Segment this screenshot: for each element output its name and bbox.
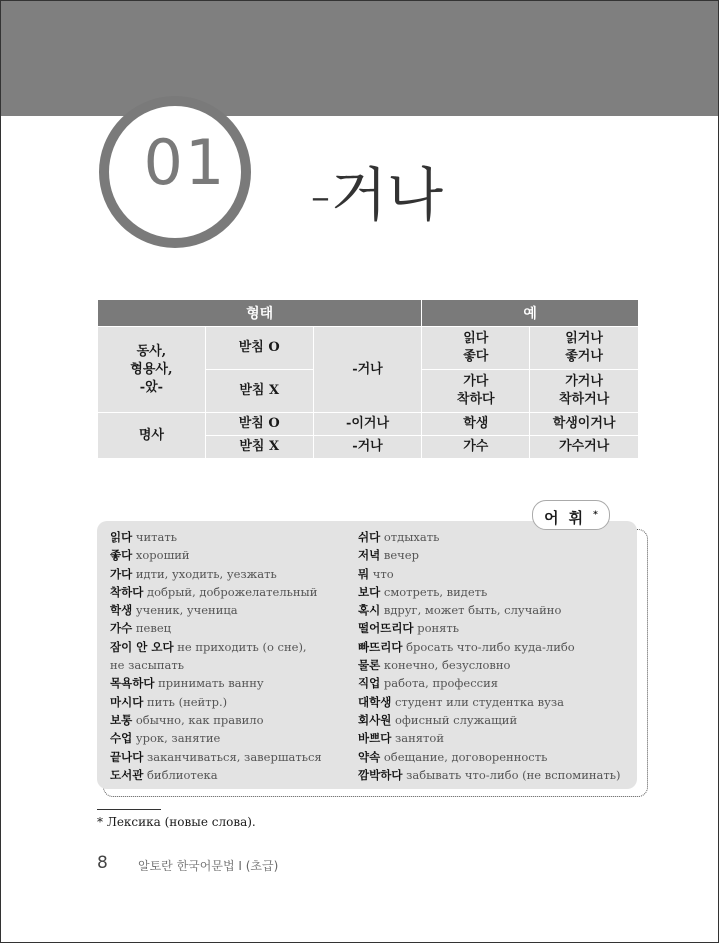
example-result: 학생이거나 xyxy=(530,413,639,436)
vocab-entry xyxy=(110,729,350,747)
vocab-entry xyxy=(110,766,350,784)
vocab-tab-mark: * xyxy=(593,510,598,520)
vocab-word: 떨어뜨리다 xyxy=(358,621,414,636)
vocab-entry xyxy=(358,619,638,637)
vocab-entry xyxy=(358,729,638,747)
vocab-entry xyxy=(358,601,638,619)
vocab-word: 끝나다 xyxy=(110,749,144,764)
vocab-meaning: работа, профессия xyxy=(383,676,499,691)
verb-ending: -거나 xyxy=(313,327,422,413)
vocab-entry xyxy=(110,674,350,692)
vocab-meaning: бросать что-либо куда-либо xyxy=(406,639,575,654)
vocab-word: 물론 xyxy=(358,658,381,673)
vocab-entry xyxy=(358,565,638,583)
chapter-title: -거나 xyxy=(310,161,443,229)
header-example: 예 xyxy=(422,300,639,327)
vocab-meaning: занятой xyxy=(394,731,444,746)
vocab-word: 바쁘다 xyxy=(358,731,392,746)
vocab-meaning: урок, занятие xyxy=(135,731,221,746)
noun-label: 명사 xyxy=(98,413,206,459)
vocab-meaning: идти, уходить, уезжать xyxy=(135,566,277,581)
vocab-meaning: библиотека xyxy=(146,767,218,782)
header-form: 형태 xyxy=(98,300,422,327)
example-base: 가수 xyxy=(422,436,530,459)
vocab-meaning: обещание, договоренность xyxy=(383,749,548,764)
vocab-tab-label: 어휘 xyxy=(544,509,594,527)
vocab-entry xyxy=(110,546,350,564)
example-base: 읽다 좋다 xyxy=(422,327,530,370)
vocab-entry xyxy=(358,528,638,546)
page-number: 8 xyxy=(97,853,108,873)
footnote-rule xyxy=(97,809,161,810)
vocab-meaning: обычно, как правило xyxy=(135,712,264,727)
vocab-word: 수업 xyxy=(110,731,133,746)
vocab-word: 약속 xyxy=(358,749,381,764)
vocab-meaning: студент или студентка вуза xyxy=(394,694,564,709)
vocab-meaning: принимать ванну xyxy=(158,676,264,691)
final-consonant-yes: 받침 O xyxy=(205,413,313,436)
vocab-entry xyxy=(358,748,638,766)
vocab-word: 대학생 xyxy=(358,694,392,709)
vocab-word: 보다 xyxy=(358,584,381,599)
vocab-entry xyxy=(358,693,638,711)
vocab-word: 혹시 xyxy=(358,603,381,618)
vocab-word: 목욕하다 xyxy=(110,676,155,691)
vocab-meaning: не приходить (о сне), не засыпать xyxy=(110,639,307,673)
vocab-entry xyxy=(110,583,350,601)
vocab-meaning: заканчиваться, завершаться xyxy=(146,749,322,764)
vocab-entry xyxy=(110,528,350,546)
vocab-entry xyxy=(358,583,638,601)
example-base: 학생 xyxy=(422,413,530,436)
vocab-entry xyxy=(110,711,350,729)
vocab-meaning: смотреть, видеть xyxy=(383,584,488,599)
vocab-column-left xyxy=(110,528,350,784)
vocab-meaning: читать xyxy=(135,530,177,544)
vocab-word: 저녁 xyxy=(358,548,381,563)
vocab-entry xyxy=(358,656,638,674)
vocab-entry xyxy=(358,546,638,564)
vocab-word: 뭐 xyxy=(358,566,370,581)
vocab-word: 학생 xyxy=(110,603,133,618)
vocab-meaning: добрый, доброжелательный xyxy=(146,584,318,599)
vocab-word: 깜박하다 xyxy=(358,767,403,782)
vocab-meaning: вечер xyxy=(383,548,419,563)
vocab-entry xyxy=(358,766,638,784)
vocab-meaning: пить (нейтр.) xyxy=(146,694,228,709)
vocab-tab xyxy=(532,500,610,530)
header-band xyxy=(1,1,718,116)
vocab-word: 직업 xyxy=(358,676,381,691)
vocab-meaning: конечно, безусловно xyxy=(383,658,511,673)
vocab-word: 쉬다 xyxy=(358,530,381,544)
vocab-word: 빠뜨리다 xyxy=(358,639,403,654)
example-base: 가다 착하다 xyxy=(422,370,530,413)
vocab-word: 보통 xyxy=(110,712,133,727)
vocab-entry xyxy=(358,638,638,656)
grammar-table xyxy=(97,299,639,459)
vocab-word: 도서관 xyxy=(110,767,144,782)
vocab-meaning: забывать что-либо (не вспоминать) xyxy=(406,767,621,782)
vocab-meaning: хороший xyxy=(135,548,190,563)
final-consonant-no: 받침 X xyxy=(205,370,313,413)
example-result: 가거나 착하거나 xyxy=(530,370,639,413)
vocab-entry xyxy=(110,619,350,637)
vocab-word: 착하다 xyxy=(110,584,144,599)
final-consonant-yes: 받침 O xyxy=(205,327,313,370)
chapter-number: 01 xyxy=(143,126,227,199)
vocab-meaning: певец xyxy=(135,621,172,636)
noun-ending-no: -거나 xyxy=(313,436,422,459)
vocab-entry xyxy=(358,674,638,692)
vocab-meaning: отдыхать xyxy=(383,530,440,544)
vocab-entry xyxy=(110,693,350,711)
vocab-entry xyxy=(110,638,350,675)
vocab-meaning: что xyxy=(372,566,394,581)
vocab-word: 가수 xyxy=(110,621,133,636)
example-result: 가수거나 xyxy=(530,436,639,459)
vocab-word: 좋다 xyxy=(110,548,133,563)
vocab-entry xyxy=(110,748,350,766)
example-result: 읽거나 좋거나 xyxy=(530,327,639,370)
vocab-word: 가다 xyxy=(110,566,133,581)
vocab-word: 마시다 xyxy=(110,694,144,709)
vocab-meaning: вдруг, может быть, случайно xyxy=(383,603,562,618)
verbs-label: 동사, 형용사, -았- xyxy=(98,327,206,413)
vocab-column-right xyxy=(358,528,638,784)
vocab-meaning: ронять xyxy=(417,621,460,636)
vocab-meaning: ученик, ученица xyxy=(135,603,238,618)
vocab-word: 잠이 안 오다 xyxy=(110,639,174,654)
footnote: * Лексика (новые слова). xyxy=(97,815,256,829)
vocab-entry xyxy=(358,711,638,729)
running-title: 알토란 한국어문법 I (초급) xyxy=(138,859,279,873)
noun-ending-yes: -이거나 xyxy=(313,413,422,436)
vocab-word: 회사원 xyxy=(358,712,392,727)
final-consonant-no: 받침 X xyxy=(205,436,313,459)
vocab-meaning: офисный служащий xyxy=(394,712,518,727)
vocab-entry xyxy=(110,565,350,583)
vocab-entry xyxy=(110,601,350,619)
vocab-word: 읽다 xyxy=(110,530,133,544)
